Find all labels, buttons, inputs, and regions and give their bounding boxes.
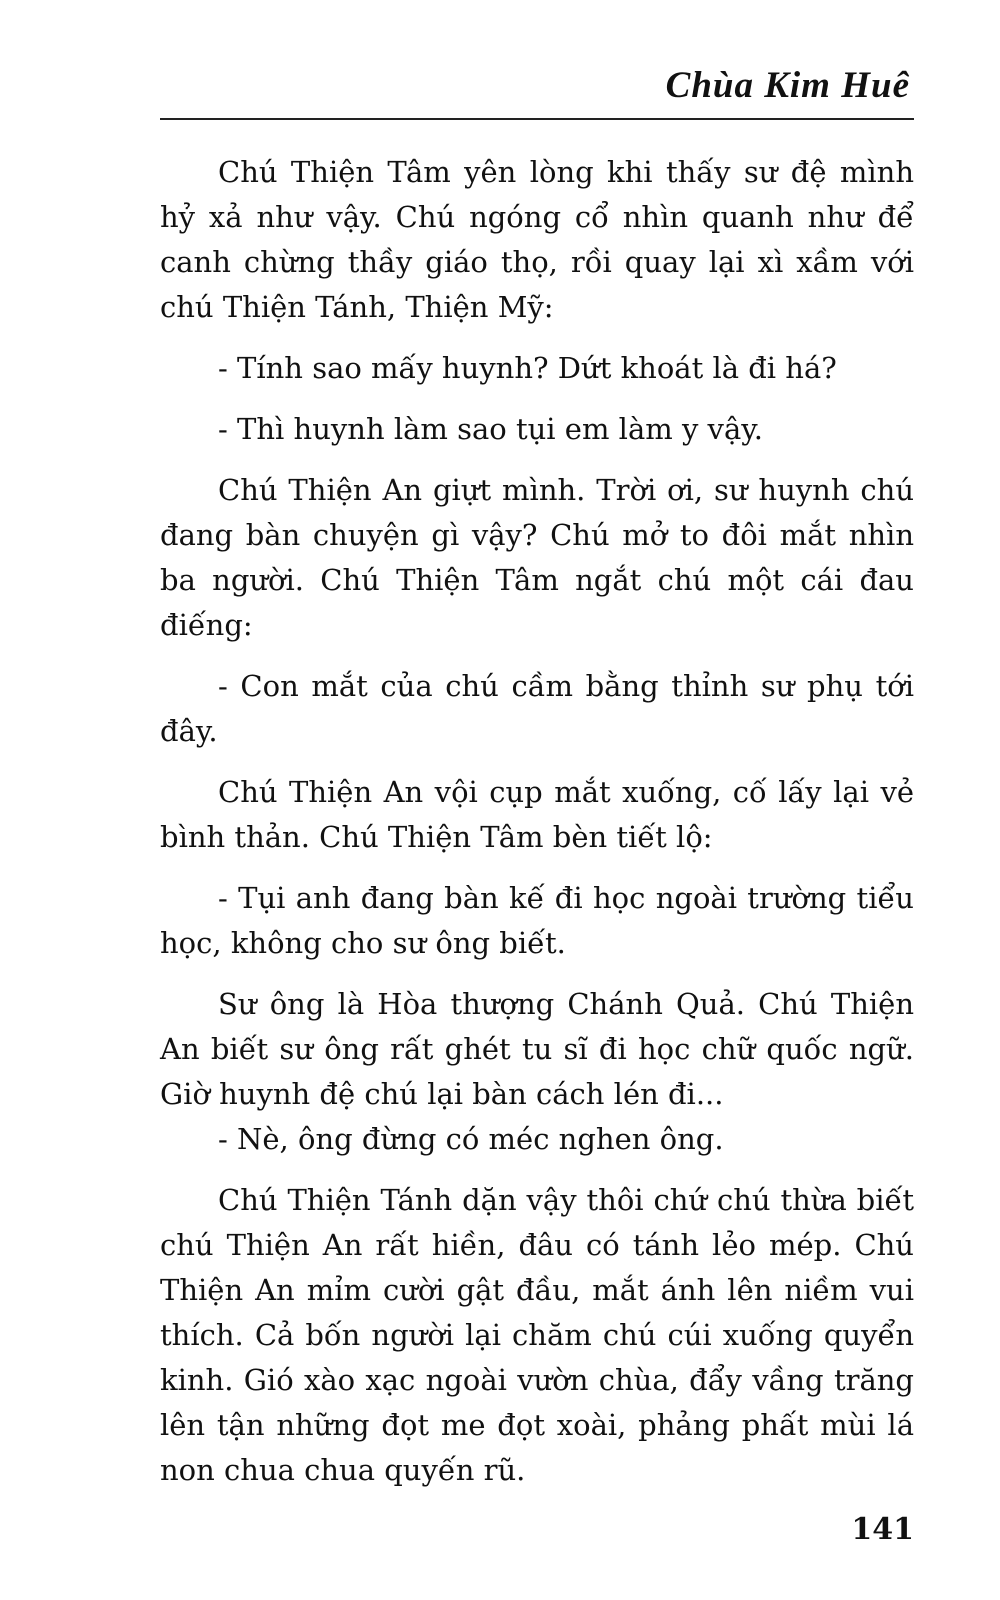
paragraph: Chú Thiện An giựt mình. Trời ơi, sư huynh chú đang bàn chuyện gì vậy? Chú mở to đôi mắt nhìn ba người. Chú Thiện Tâm ngắt chú một cái đau điếng: <box>160 473 914 642</box>
dialogue-line: - Tính sao mấy huynh? Dứt khoát là đi há? <box>218 351 837 385</box>
paragraph: Chú Thiện An vội cụp mắt xuống, cố lấy lại vẻ bình thản. Chú Thiện Tâm bèn tiết lộ: <box>160 775 914 854</box>
running-title: Chùa Kim Huê <box>665 65 910 106</box>
page-header <box>160 56 914 120</box>
paragraph: Chú Thiện Tâm yên lòng khi thấy sư đệ mình hỷ xả như vậy. Chú ngóng cổ nhìn quanh như để canh chừng thầy giáo thọ, rồi quay lại xì xầm với chú Thiện Tánh, Thiện Mỹ: <box>160 155 914 324</box>
dialogue-line: - Con mắt của chú cầm bằng thỉnh sư phụ tới đây. <box>160 669 914 748</box>
page-number: 141 <box>851 1512 914 1547</box>
paragraph: Sư ông là Hòa thượng Chánh Quả. Chú Thiện An biết sư ông rất ghét tu sĩ đi học chữ quốc ngữ. Giờ huynh đệ chú lại bàn cách lén đi... <box>160 987 914 1111</box>
paragraph: Chú Thiện Tánh dặn vậy thôi chứ chú thừa biết chú Thiện An rất hiền, đâu có tánh lẻo mép. Chú Thiện An mỉm cười gật đầu, mắt ánh lên niềm vui thích. Cả bốn người lại chăm chú cúi xuống quyển kinh. Gió xào xạc ngoài vườn chùa, đẩy vầng trăng lên tận những đọt me đọt xoài, phảng phất mùi lá non chua chua quyến rũ. <box>160 1183 914 1487</box>
page-body <box>160 150 914 1509</box>
dialogue-line: - Nè, ông đừng có méc nghen ông. <box>218 1122 724 1156</box>
dialogue-line: - Tụi anh đang bàn kế đi học ngoài trường tiểu học, không cho sư ông biết. <box>160 881 914 960</box>
dialogue-line: - Thì huynh làm sao tụi em làm y vậy. <box>218 412 763 446</box>
